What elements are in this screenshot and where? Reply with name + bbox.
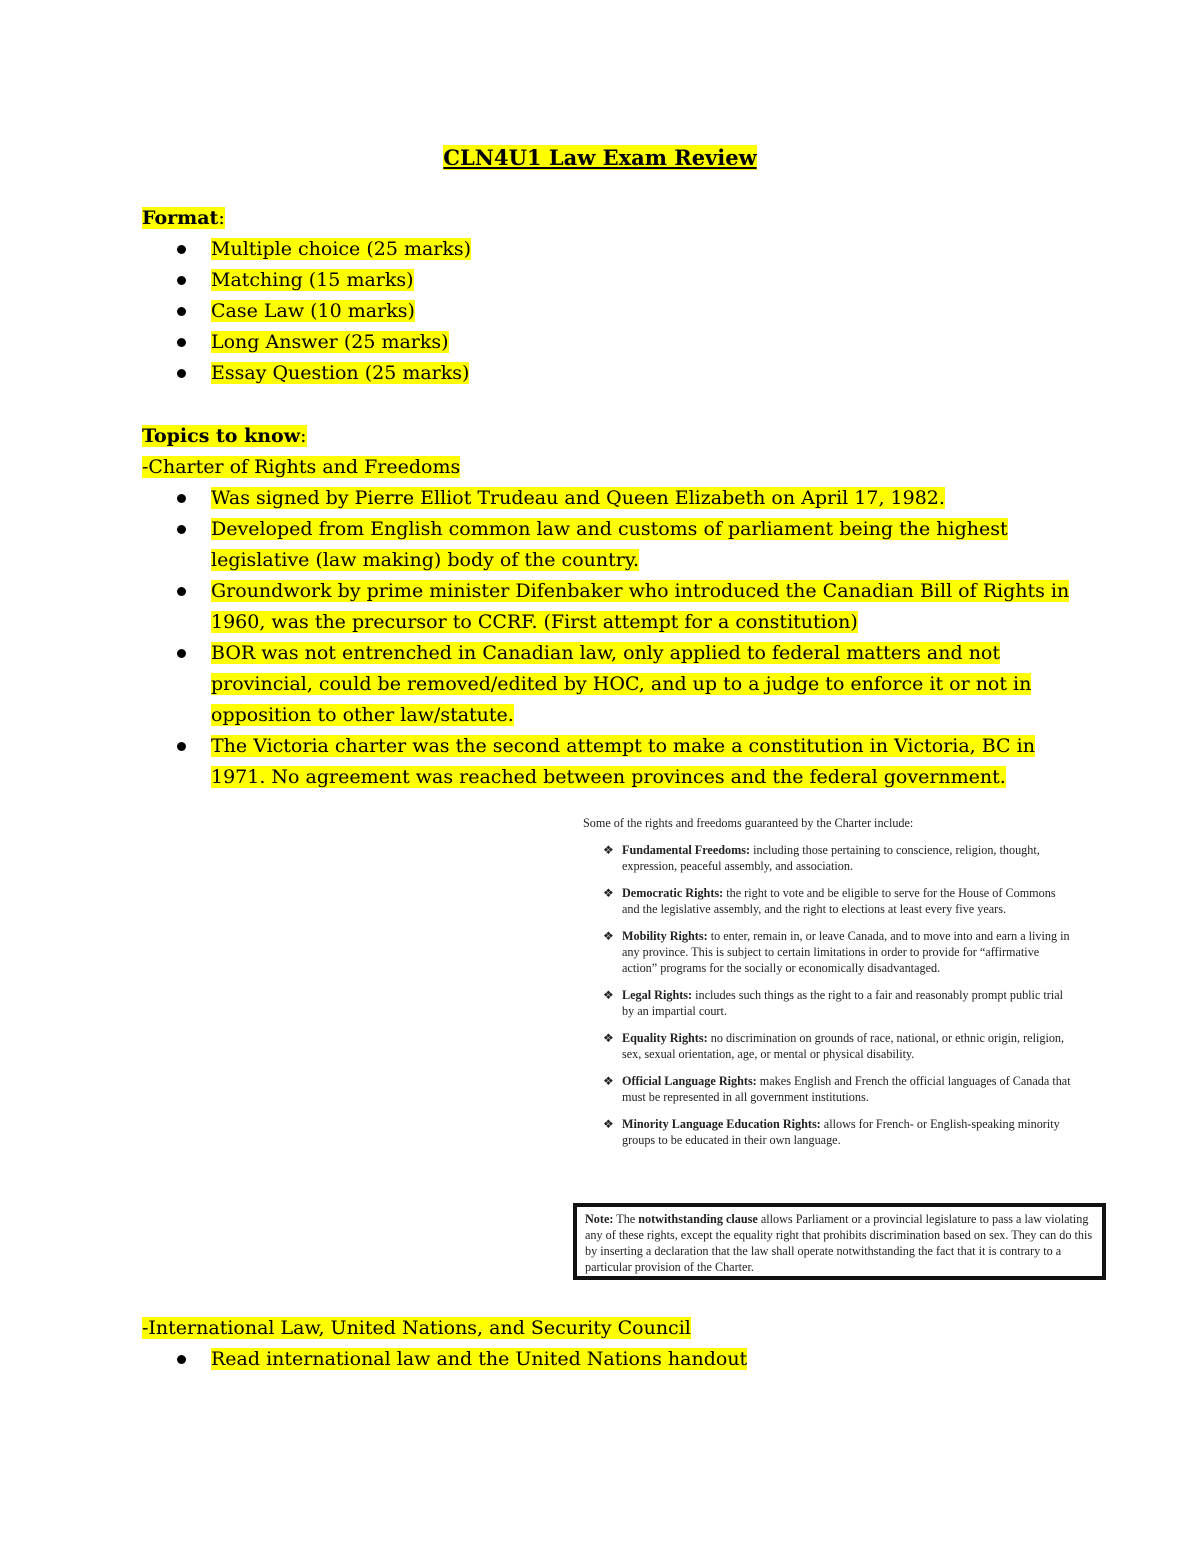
right-item: [580, 987, 1095, 1019]
list-item-text: Essay Question (25 marks): [211, 362, 470, 384]
list-item-text: Read international law and the United Nations handout: [211, 1348, 748, 1370]
diamond-bullet-icon: ❖: [603, 1031, 614, 1045]
list-item: [176, 514, 1076, 576]
right-item: [580, 842, 1095, 874]
format-heading: [142, 203, 225, 233]
diamond-bullet-icon: ❖: [603, 1074, 614, 1088]
right-text: includes such things as the right to a fair and reasonably prompt public trial by an impartial court.: [622, 988, 1064, 1018]
bullet-icon: [177, 494, 186, 503]
charter-rights-image: [580, 815, 1095, 1159]
document-title: [0, 143, 1200, 173]
format-list: [176, 234, 1076, 389]
right-text: to enter, remain in, or leave Canada, and to move into and earn a living in any province. This is subject to certain limitations in order to provide for “affirmative action” programs for the socially or economically disadvantaged.: [622, 929, 1070, 975]
topics-heading-text: Topics to know: [142, 425, 301, 447]
bullet-icon: [177, 742, 186, 751]
diamond-bullet-icon: ❖: [603, 886, 614, 900]
list-item: [176, 265, 1076, 296]
right-item: [580, 885, 1095, 917]
bullet-icon: [177, 369, 186, 378]
list-item: [176, 296, 1076, 327]
list-item: [176, 358, 1076, 389]
right-text: no discrimination on grounds of race, national, or ethnic origin, religion, sex, sexual orientation, age, or mental or physical disability.: [622, 1031, 1065, 1061]
notwithstanding-note-box: [573, 1203, 1106, 1280]
list-item-text: BOR was not entrenched in Canadian law, only applied to federal matters and not provincial, could be removed/edited by HOC, and up to a judge to enforce it or not in opposition to other law/statute.: [211, 642, 1032, 726]
list-item-text: Groundwork by prime minister Difenbaker who introduced the Canadian Bill of Rights in 1960, was the precursor to CCRF. (First attempt for a constitution): [211, 580, 1070, 633]
list-item-text: Was signed by Pierre Elliot Trudeau and Queen Elizabeth on April 17, 1982.: [211, 487, 945, 509]
note-label: Note:: [585, 1212, 614, 1226]
bullet-icon: [177, 276, 186, 285]
note-pre: The: [616, 1212, 636, 1226]
right-label: Mobility Rights:: [622, 929, 708, 943]
topics-heading-colon: :: [300, 425, 307, 447]
right-text: including those pertaining to conscience, religion, thought, expression, peaceful assembly, and association.: [622, 843, 1040, 873]
list-item: [176, 327, 1076, 358]
topics-heading: [142, 421, 307, 451]
right-label: Official Language Rights:: [622, 1074, 757, 1088]
section-title-text: -Charter of Rights and Freedoms: [142, 456, 461, 478]
right-label: Equality Rights:: [622, 1031, 708, 1045]
charter-list: [176, 483, 1076, 793]
list-item-text: Long Answer (25 marks): [211, 331, 449, 353]
format-heading-colon: :: [218, 207, 225, 229]
note-term: notwithstanding clause: [638, 1212, 758, 1226]
right-text: allows for French- or English-speaking minority groups to be educated in their own language.: [622, 1117, 1060, 1147]
section-title-text: -International Law, United Nations, and Security Council: [142, 1317, 691, 1339]
bullet-icon: [177, 1355, 186, 1364]
list-item: [176, 638, 1076, 731]
bullet-icon: [177, 338, 186, 347]
bullet-icon: [177, 307, 186, 316]
bullet-icon: [177, 649, 186, 658]
document-title-text: CLN4U1 Law Exam Review: [443, 145, 757, 170]
international-list: [176, 1344, 1076, 1375]
list-item: [176, 483, 1076, 514]
right-item: [580, 928, 1095, 976]
right-text: makes English and French the official languages of Canada that must be represented in all government institutions.: [622, 1074, 1071, 1104]
list-item-text: Case Law (10 marks): [211, 300, 415, 322]
section-title-charter: [142, 452, 460, 482]
right-label: Fundamental Freedoms:: [622, 843, 751, 857]
diamond-bullet-icon: ❖: [603, 1117, 614, 1131]
list-item: [176, 234, 1076, 265]
right-item: [580, 1116, 1095, 1148]
diamond-bullet-icon: ❖: [603, 929, 614, 943]
list-item-text: Multiple choice (25 marks): [211, 238, 472, 260]
bullet-icon: [177, 525, 186, 534]
list-item: [176, 1344, 1076, 1375]
list-item: [176, 576, 1076, 638]
list-item-text: The Victoria charter was the second attempt to make a constitution in Victoria, BC in 1971. No agreement was reached between provinces and the federal government.: [211, 735, 1035, 788]
right-text: the right to vote and be eligible to serve for the House of Commons and the legislative assembly, and the right to elections at least every five years.: [622, 886, 1056, 916]
diamond-bullet-icon: ❖: [603, 988, 614, 1002]
right-label: Minority Language Education Rights:: [622, 1117, 821, 1131]
right-item: [580, 1073, 1095, 1105]
list-item: [176, 731, 1076, 793]
right-label: Legal Rights:: [622, 988, 693, 1002]
bullet-icon: [177, 245, 186, 254]
bullet-icon: [177, 587, 186, 596]
section-title-international: [142, 1313, 691, 1343]
format-heading-text: Format: [142, 207, 219, 229]
list-item-text: Matching (15 marks): [211, 269, 414, 291]
right-label: Democratic Rights:: [622, 886, 724, 900]
charter-rights-intro: Some of the rights and freedoms guaranteed by the Charter include:: [583, 816, 914, 830]
diamond-bullet-icon: ❖: [603, 843, 614, 857]
list-item-text: Developed from English common law and customs of parliament being the highest legislative (law making) body of the country.: [211, 518, 1008, 571]
right-item: [580, 1030, 1095, 1062]
note-text: allows Parliament or a provincial legislature to pass a law violating any of these rights, except the equality right that prohibits discrimination based on sex. They can do this by inserting a declaration that the law shall operate notwithstanding the fact that it is contrary to a particular provision of the Charter.: [585, 1212, 1093, 1274]
